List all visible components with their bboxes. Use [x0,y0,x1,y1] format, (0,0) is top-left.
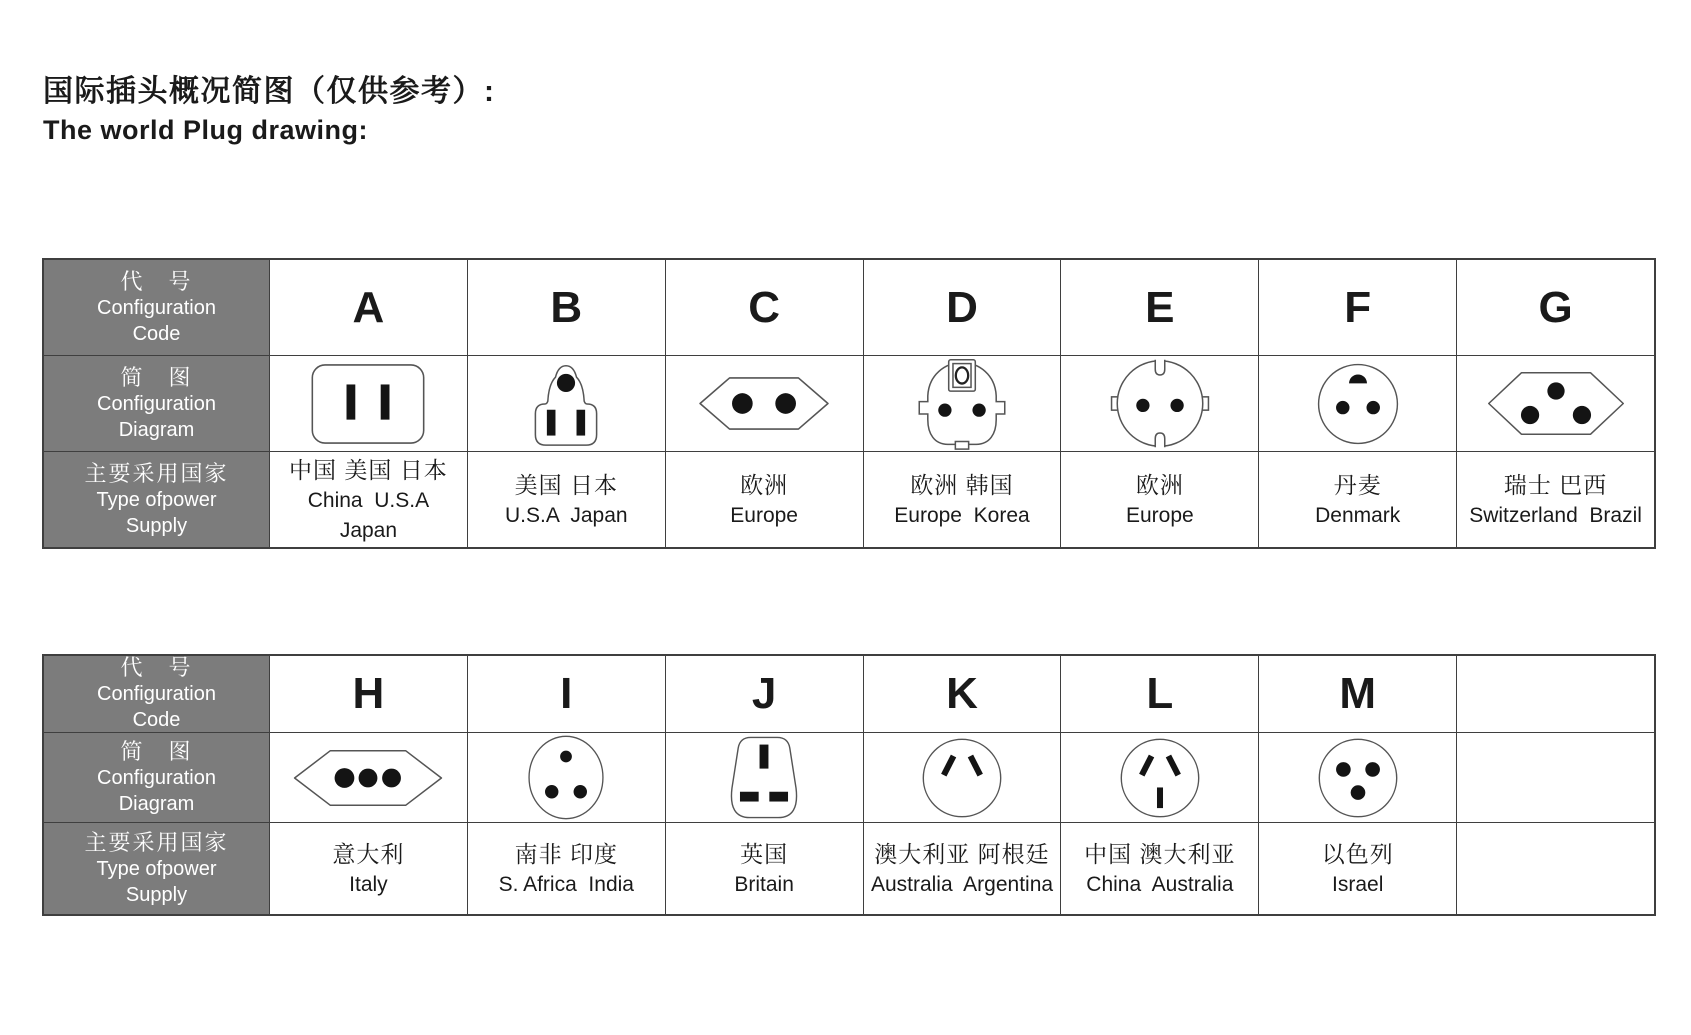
diagram-cell-i [467,732,665,822]
country-en: China U.S.A [307,489,430,513]
row-header-code [44,260,269,355]
plug-g-icon [1483,367,1629,440]
code-cell-f [1258,260,1456,355]
row-header-code-zh: 代 号 [120,656,193,681]
diagram-cell-g [1456,355,1654,451]
country-zh: 英国 [740,840,789,867]
country-en: Denmark [1315,503,1401,527]
diagram-cell-l [1060,732,1258,822]
country-zh: 欧洲 [1135,471,1184,498]
country-cell-h [269,822,467,914]
code-letter-i: I [560,669,573,718]
code-letter-b: B [550,282,583,332]
country-cell-m [1258,822,1456,914]
country-zh: 意大利 [332,840,405,867]
country-en: Britain [734,872,794,896]
page-title-zh: 国际插头概况简图（仅供参考）: [43,75,496,108]
code-cell-a [269,260,467,355]
diagram-cell-c [665,355,863,451]
code-letter-f: F [1344,282,1372,332]
country-cell-i [467,822,665,914]
diagram-cell-h [269,732,467,822]
country-cell-k [863,822,1061,914]
diagram-cell-d [863,355,1061,451]
plug-table-a-to-g [42,258,1656,549]
diagram-cell-empty [1456,732,1654,822]
row-header-country-en2: Supply [125,514,188,537]
country-en2: Japan [339,518,398,542]
country-zh: 以色列 [1321,840,1394,867]
country-en: Italy [349,872,388,896]
row-header-country-zh: 主要采用国家 [84,829,229,855]
row-header-country-zh: 主要采用国家 [84,460,229,486]
country-cell-a [269,451,467,547]
country-zh: 中国 美国 日本 [289,457,448,484]
plug-f-icon [1313,361,1403,447]
diagram-cell-b [467,355,665,451]
plug-h-icon [288,746,448,810]
plug-table-h-to-m [42,654,1656,916]
code-letter-g: G [1538,282,1573,332]
country-cell-g [1456,451,1654,547]
country-zh: 丹麦 [1333,471,1382,498]
country-cell-c [665,451,863,547]
code-letter-a: A [352,282,385,332]
code-letter-e: E [1145,282,1175,332]
country-en: Europe [1125,503,1194,527]
country-zh: 美国 日本 [514,471,618,498]
country-cell-b [467,451,665,547]
row-header-diagram-zh: 简 图 [120,364,193,390]
country-en: Switzerland Brazil [1469,503,1642,527]
diagram-cell-e [1060,355,1258,451]
country-cell-f [1258,451,1456,547]
country-zh: 南非 印度 [514,840,618,867]
plug-c-icon [695,373,833,434]
plug-i-icon [524,733,608,822]
code-letter-c: C [748,282,781,332]
row-header-code-en2: Code [132,322,181,345]
row-header-code-en2: Code [132,709,181,732]
row-header-diagram-en1: Configuration [97,766,216,789]
code-cell-b [467,260,665,355]
plug-d-icon [912,356,1012,451]
row-header-country-en1: Type ofpower [96,857,217,880]
code-cell-m [1258,656,1456,732]
row-header-diagram [44,732,269,822]
code-cell-i [467,656,665,732]
row-header-code-zh: 代 号 [120,268,193,294]
code-cell-k [863,656,1061,732]
plug-b-icon [531,360,601,448]
plug-k-icon [919,735,1005,821]
country-en: S. Africa India [498,872,634,896]
country-en: Europe Korea [894,503,1030,527]
country-cell-empty [1456,822,1654,914]
diagram-cell-m [1258,732,1456,822]
row-header-code-en1: Configuration [97,683,216,706]
code-letter-k: K [946,669,978,718]
plug-m-icon [1315,735,1401,821]
diagram-cell-k [863,732,1061,822]
country-en: Israel [1332,872,1384,896]
row-header-country-en1: Type ofpower [96,488,217,511]
code-cell-l [1060,656,1258,732]
diagram-cell-a [269,355,467,451]
code-cell-h [269,656,467,732]
diagram-cell-f [1258,355,1456,451]
page-title-en: The world Plug drawing: [43,115,368,145]
code-cell-g [1456,260,1654,355]
code-cell-d [863,260,1061,355]
row-header-diagram-zh: 简 图 [120,738,193,764]
country-zh: 欧洲 [740,471,789,498]
row-header-code [44,656,269,732]
row-header-country [44,822,269,914]
country-zh: 欧洲 韩国 [910,471,1014,498]
row-header-country-en2: Supply [125,883,188,906]
country-en: U.S.A Japan [504,503,628,527]
country-en: Australia Argentina [870,872,1054,896]
code-letter-j: J [751,669,777,718]
country-zh: 瑞士 巴西 [1503,471,1608,498]
page-title [43,66,496,146]
code-letter-l: L [1146,669,1174,718]
row-header-diagram-en2: Diagram [118,418,195,441]
plug-a-icon [309,362,427,446]
country-zh: 澳大利亚 阿根廷 [874,840,1050,867]
plug-l-icon [1117,735,1203,821]
country-en: China Australia [1086,872,1234,896]
row-header-diagram-en2: Diagram [118,792,195,815]
country-cell-j [665,822,863,914]
row-header-country [44,451,269,547]
row-header-diagram [44,355,269,451]
country-cell-l [1060,822,1258,914]
code-cell-e [1060,260,1258,355]
country-cell-e [1060,451,1258,547]
country-en: Europe [730,503,798,527]
code-cell-j [665,656,863,732]
plug-e-icon [1110,356,1210,451]
code-cell-c [665,260,863,355]
country-zh: 中国 澳大利亚 [1084,840,1236,867]
row-header-diagram-en1: Configuration [97,392,216,415]
code-letter-d: D [946,282,978,332]
plug-j-icon [721,733,807,822]
code-cell-empty [1456,656,1654,732]
code-letter-h: H [352,669,385,718]
code-letter-m: M [1339,669,1377,718]
country-cell-d [863,451,1061,547]
diagram-cell-j [665,732,863,822]
row-header-code-en1: Configuration [97,296,216,319]
